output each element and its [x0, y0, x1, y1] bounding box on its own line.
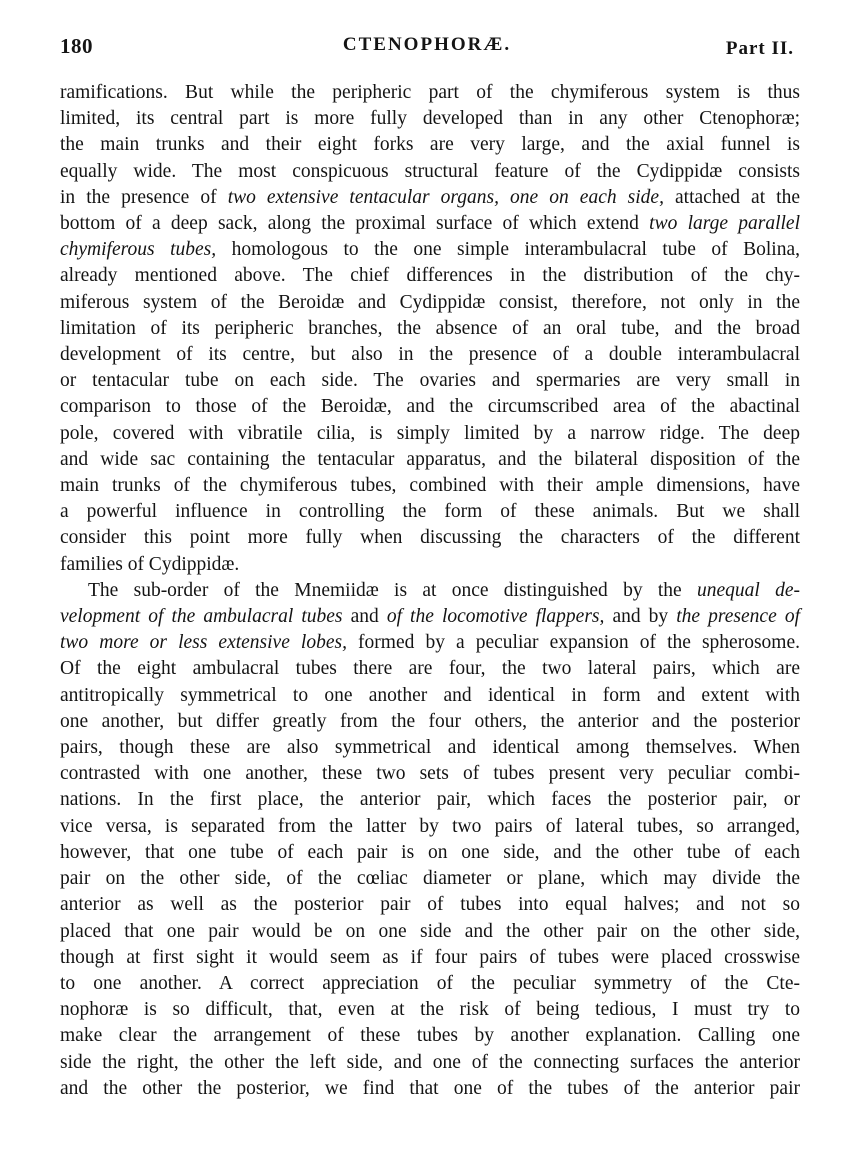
text-run: equally wide. The most conspicuous structural feature of the Cydippidæ consists	[60, 160, 800, 182]
text-line	[60, 290, 800, 316]
text-line	[60, 421, 800, 447]
italic-run: of the locomotive flappers,	[386, 606, 605, 628]
text-run: The sub-order of the Mnemiidæ is at once distinguished by the	[88, 579, 697, 601]
text-line	[60, 368, 800, 394]
text-line	[60, 342, 800, 368]
text-run: a powerful influence in controlling the form of these animals. But we shall	[60, 501, 800, 523]
text-line	[60, 1023, 800, 1049]
text-run: bottom of a deep sack, along the proximal surface of which extend	[60, 213, 650, 235]
text-run: side the right, the other the left side, and one of the connecting surfaces the anterior	[60, 1051, 800, 1073]
paragraph	[60, 578, 800, 1102]
body-text	[60, 80, 800, 1102]
text-line	[60, 630, 800, 656]
text-run: miferous system of the Beroidæ and Cydippidæ consist, therefore, not only in the	[60, 291, 800, 313]
text-line	[60, 735, 800, 761]
italic-run: two more or less extensive lobes,	[60, 632, 347, 654]
text-run: homologous to the one simple interambulacral tube of Bolina,	[216, 239, 801, 261]
text-run: nations. In the first place, the anterior pair, which faces the posterior pair, or	[60, 789, 800, 811]
text-run: anterior as well as the posterior pair of tubes into equal halves; and not so	[60, 894, 800, 916]
italic-run: chymiferous tubes,	[60, 239, 217, 261]
text-line	[60, 159, 800, 185]
text-line	[60, 761, 800, 787]
paragraph	[60, 80, 800, 578]
text-line	[60, 656, 800, 682]
text-line	[60, 1050, 800, 1076]
text-run: Of the eight ambulacral tubes there are four, the two lateral pairs, which are	[60, 658, 800, 680]
text-line	[60, 473, 800, 499]
text-run: ramifications. But while the peripheric part of the chymiferous system is thus	[60, 82, 800, 103]
text-run: formed by a peculiar expansion of the spherosome.	[346, 632, 800, 654]
text-run: in the presence of	[60, 186, 228, 208]
text-line	[60, 263, 800, 289]
text-line	[60, 80, 800, 106]
text-run: development of its centre, but also in the presence of a double interambulacral	[60, 344, 800, 366]
text-run: comparison to those of the Beroidæ, and the circumscribed area of the abactinal	[60, 396, 800, 418]
text-run: attached at the	[663, 186, 801, 208]
text-run: main trunks of the chymiferous tubes, combined with their ample dimensions, have	[60, 475, 800, 497]
text-run: and wide sac containing the tentacular apparatus, and the bilateral disposition of the	[60, 448, 800, 470]
italic-run: velopment of the ambulacral tubes	[60, 606, 343, 628]
text-run: and	[342, 606, 387, 628]
text-run: consider this point more fully when discussing the characters of the different	[60, 527, 800, 549]
text-line	[60, 787, 800, 813]
text-run: pole, covered with vibratile cilia, is simply limited by a narrow ridge. The deep	[60, 422, 800, 444]
text-line	[60, 709, 800, 735]
running-header	[60, 34, 794, 64]
text-run: contrasted with one another, these two sets of tubes present very peculiar combi-	[60, 763, 800, 785]
text-line	[60, 552, 800, 578]
text-run: though at first sight it would seem as if four pairs of tubes were placed crosswise	[60, 946, 800, 968]
text-line	[60, 604, 800, 630]
text-run: pairs, though these are also symmetrical and identical among themselves. When	[60, 737, 800, 759]
text-run: and by	[604, 606, 677, 628]
text-line	[60, 814, 800, 840]
text-line	[60, 106, 800, 132]
text-line	[60, 919, 800, 945]
text-line	[60, 945, 800, 971]
text-line	[60, 525, 800, 551]
text-line	[60, 866, 800, 892]
text-line	[60, 971, 800, 997]
text-line	[60, 840, 800, 866]
part-label: Part II.	[725, 38, 794, 59]
page-number: 180	[60, 34, 93, 58]
text-run: to one another. A correct appreciation of the peculiar symmetry of the Cte-	[60, 972, 800, 994]
text-line	[60, 997, 800, 1023]
text-line	[60, 578, 800, 604]
text-run: make clear the arrangement of these tubes by another explanation. Calling one	[60, 1025, 800, 1047]
text-line	[60, 447, 800, 473]
text-run: vice versa, is separated from the latter by two pairs of lateral tubes, so arranged,	[60, 815, 800, 837]
text-run: limitation of its peripheric branches, the absence of an oral tube, and the broad	[60, 317, 800, 339]
text-line	[60, 211, 800, 237]
text-run: however, that one tube of each pair is on one side, and the other tube of each	[60, 841, 800, 863]
text-run: the main trunks and their eight forks are very large, and the axial funnel is	[60, 134, 800, 156]
text-run: one another, but differ greatly from the four others, the anterior and the posterior	[60, 710, 800, 732]
text-run: and the other the posterior, we find that one of the tubes of the anterior pair	[60, 1077, 800, 1099]
text-line	[60, 316, 800, 342]
text-run: families of Cydippidæ.	[60, 553, 240, 575]
text-line	[60, 499, 800, 525]
italic-run: the presence of	[676, 606, 800, 628]
text-run: or tentacular tube on each side. The ovaries and spermaries are very small in	[60, 370, 800, 392]
text-run: pair on the other side, of the cœliac diameter or plane, which may divide the	[60, 868, 800, 890]
running-title: CTENOPHORÆ.	[342, 34, 512, 55]
text-line	[60, 892, 800, 918]
text-run: antitropically symmetrical to one another and identical in form and extent with	[60, 684, 800, 706]
italic-run: unequal de-	[696, 579, 800, 601]
text-line	[60, 394, 800, 420]
text-run: already mentioned above. The chief differences in the distribution of the chy-	[60, 265, 800, 287]
text-run: placed that one pair would be on one side and the other pair on the other side,	[60, 920, 800, 942]
text-line	[60, 237, 800, 263]
text-line	[60, 1076, 800, 1102]
text-run: limited, its central part is more fully developed than in any other Ctenophoræ;	[60, 108, 800, 130]
italic-run: two extensive tentacular organs, one on each side,	[227, 186, 664, 208]
italic-run: two large parallel	[649, 213, 801, 235]
text-run: nophoræ is so difficult, that, even at the risk of being tedious, I must try to	[60, 999, 800, 1021]
text-line	[60, 185, 800, 211]
text-line	[60, 132, 800, 158]
text-line	[60, 683, 800, 709]
